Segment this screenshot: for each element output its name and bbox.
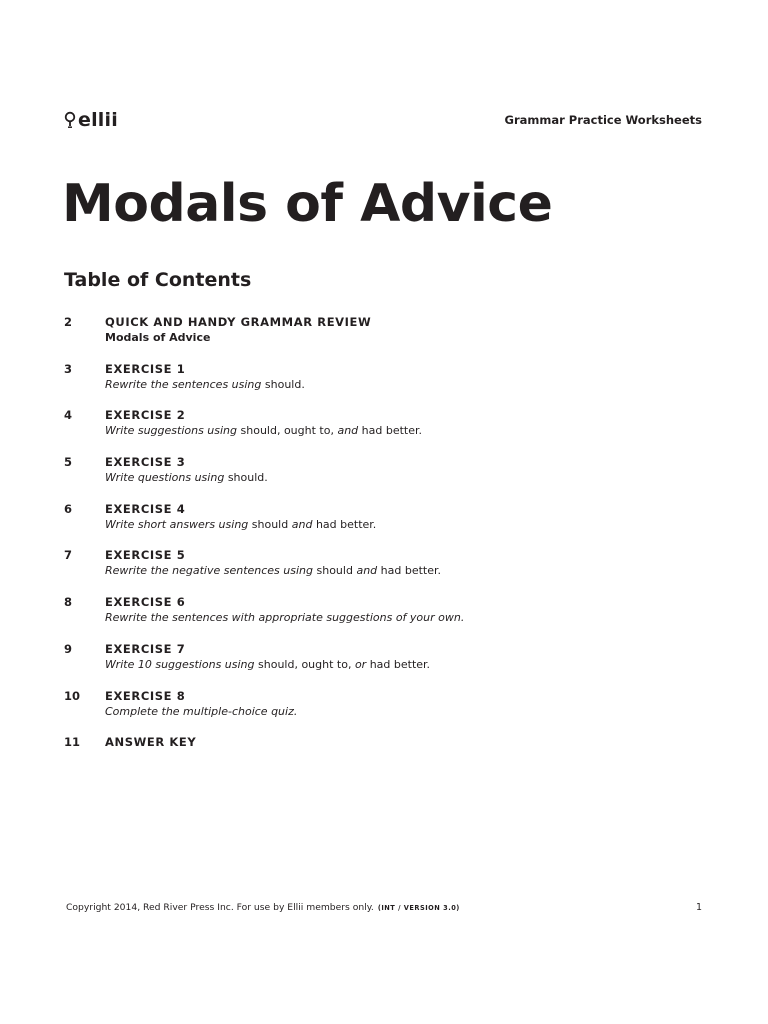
toc-item-description [105, 704, 704, 719]
toc-page-number: 5 [64, 455, 73, 470]
toc-item [64, 688, 704, 719]
toc-item-title: EXERCISE 5 [105, 548, 186, 563]
description-text: Write questions using [105, 471, 228, 485]
modal-term: should [316, 564, 357, 578]
toc-page-number: 6 [64, 501, 73, 516]
toc-item [64, 361, 704, 392]
toc-page-number: 11 [64, 735, 81, 750]
page-number: 1 [695, 902, 702, 913]
description-text: and [356, 564, 381, 578]
toc-item-title: EXERCISE 3 [105, 455, 186, 470]
toc-item-description [105, 657, 704, 672]
description-text: Write suggestions using [105, 424, 241, 438]
toc-item-title: EXERCISE 6 [105, 595, 186, 610]
toc-item-description [105, 423, 704, 438]
modal-term: had better. [369, 657, 431, 671]
toc-item [64, 314, 704, 345]
toc-page-number: 4 [64, 408, 73, 423]
page-title: Modals of Advice [62, 174, 553, 234]
modal-term: should, ought to, [240, 424, 338, 438]
modal-term: should [251, 517, 292, 531]
copyright-notice [66, 901, 460, 915]
toc-page-number: 7 [64, 548, 73, 563]
toc-item-description [105, 517, 704, 532]
toc-item-description [105, 470, 704, 485]
toc-item-subtitle: Modals of Advice [105, 331, 211, 344]
logo-text: ellii [78, 109, 118, 131]
toc-item [64, 547, 704, 578]
toc-item-title: EXERCISE 7 [105, 641, 186, 656]
toc-item-title: EXERCISE 1 [105, 361, 186, 376]
description-text: and [291, 517, 316, 531]
table-of-contents [64, 314, 704, 781]
lightbulb-pin-icon [64, 110, 76, 130]
description-text: Complete the multiple-choice quiz. [105, 704, 298, 718]
ellii-logo [64, 108, 118, 132]
toc-item-title: EXERCISE 8 [105, 688, 186, 703]
toc-heading: Table of Contents [64, 269, 252, 291]
toc-item-description [105, 377, 704, 392]
modal-term: should. [264, 377, 305, 391]
modal-term: had better. [361, 424, 423, 438]
toc-item-description [105, 610, 704, 625]
toc-item [64, 641, 704, 672]
toc-item [64, 454, 704, 485]
modal-term: should. [227, 471, 268, 485]
toc-item-title: EXERCISE 2 [105, 408, 186, 423]
description-text: Rewrite the sentences using [105, 377, 265, 391]
toc-item [64, 734, 704, 765]
modal-term: had better. [315, 517, 377, 531]
toc-page-number: 9 [64, 641, 73, 656]
series-label: Grammar Practice Worksheets [504, 113, 702, 127]
toc-item-description [105, 563, 704, 578]
toc-page-number: 8 [64, 595, 73, 610]
description-text: or [354, 657, 370, 671]
toc-item-title: EXERCISE 4 [105, 501, 186, 516]
description-text: Write short answers using [105, 517, 252, 531]
description-text: and [337, 424, 362, 438]
description-text: Rewrite the negative sentences using [105, 564, 317, 578]
version-label: (INT / VERSION 3.0) [377, 904, 460, 912]
modal-term: should, ought to, [258, 657, 355, 671]
toc-page-number: 10 [64, 688, 81, 703]
description-text: Rewrite the sentences with appropriate suggestions of your own. [105, 611, 465, 625]
toc-item [64, 501, 704, 532]
modal-term: had better. [380, 564, 442, 578]
toc-item [64, 407, 704, 438]
description-text: Write 10 suggestions using [105, 657, 259, 671]
toc-item-title: ANSWER KEY [105, 735, 197, 750]
copyright-text: Copyright 2014, Red River Press Inc. For use by Ellii members only. [66, 902, 374, 913]
toc-page-number: 3 [64, 361, 73, 376]
toc-item-title: QUICK AND HANDY GRAMMAR REVIEW [105, 315, 372, 329]
toc-item [64, 594, 704, 625]
toc-page-number: 2 [64, 315, 73, 329]
